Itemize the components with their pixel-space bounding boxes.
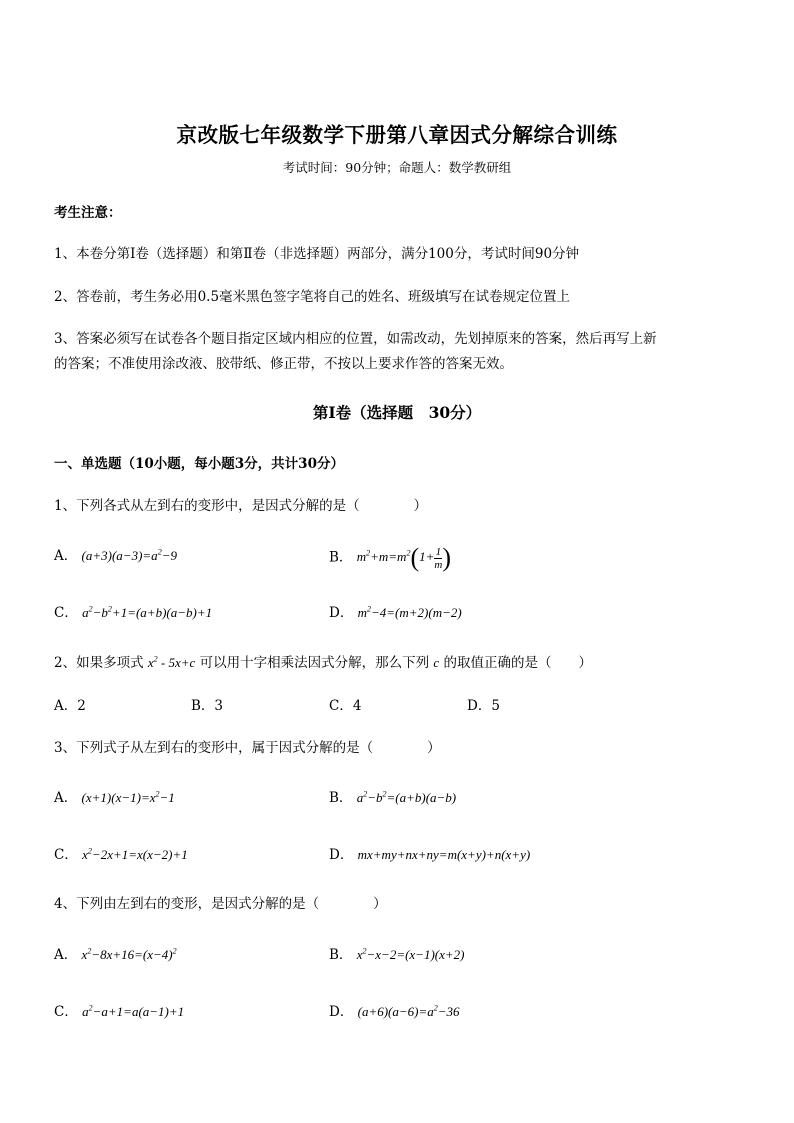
q4-option-b-formula: $x^2-x-2=(x-1)(x+2)$ bbox=[356, 946, 465, 962]
q3-option-c-formula: $x^2-2x+1=x(x-2)+1$ bbox=[82, 846, 188, 862]
part1-heading: 第Ⅰ卷（选择题 30分） bbox=[312, 403, 482, 422]
q1-option-b[interactable] bbox=[329, 536, 451, 576]
q2-stem-prefix: 2、如果多项式 bbox=[54, 655, 148, 671]
notice-item-3-continued: 的答案；不准使用涂改液、胶带纸、修正带，不按以上要求作答的答案无效。 bbox=[54, 356, 513, 372]
exam-title: 京改版七年级数学下册第八章因式分解综合训练 bbox=[176, 123, 618, 147]
q4-option-b[interactable] bbox=[329, 943, 465, 963]
q1-option-d-formula: $m^2-4=(m+2)(m-2)$ bbox=[357, 604, 462, 620]
q1-option-d[interactable] bbox=[329, 601, 462, 621]
q3-option-b[interactable] bbox=[329, 786, 456, 806]
q2-option-c[interactable]: C．4 bbox=[329, 698, 362, 714]
q4-option-b-label: B． bbox=[329, 947, 353, 963]
q3-option-a[interactable] bbox=[54, 786, 175, 806]
q1-option-b-formula: $m^2+m=m^2(1+$ $\frac{1}{m}$ ) bbox=[356, 543, 452, 573]
notice-item-1: 1、本卷分第Ⅰ卷（选择题）和第Ⅱ卷（非选择题）两部分，满分100分，考试时间90分钟 bbox=[54, 246, 580, 262]
question-1-stem: 1、下列各式从左到右的变形中，是因式分解的是（ ） bbox=[54, 498, 428, 514]
q3-option-b-label: B． bbox=[329, 790, 353, 806]
q4-option-a[interactable] bbox=[54, 943, 177, 963]
q1-option-c-formula: $a^2-b^2+1=(a+b)(a-b)+1$ bbox=[82, 604, 213, 620]
notice-item-2: 2、答卷前，考生务必用0.5毫米黑色签字笔将自己的姓名、班级填写在试卷规定位置上 bbox=[54, 289, 571, 305]
question-4-stem: 4、下列由左到右的变形，是因式分解的是（ ） bbox=[54, 896, 387, 912]
q2-stem-suffix: 的取值正确的是（ ） bbox=[439, 655, 592, 671]
q2-option-b[interactable]: B．3 bbox=[191, 698, 224, 714]
q3-option-b-formula: $a^2-b^2=(a+b)(a-b)$ bbox=[356, 789, 457, 805]
q3-option-a-label: A． bbox=[54, 790, 78, 806]
q1-option-a-formula: $(a+3)(a-3)=a^2-9$ bbox=[81, 547, 177, 563]
q2-option-d[interactable]: D．5 bbox=[467, 698, 500, 714]
q2-stem-var: c bbox=[433, 655, 440, 670]
q4-option-c[interactable] bbox=[54, 1000, 184, 1020]
q4-option-a-formula: $x^2-8x+16=(x-4)^2$ bbox=[81, 946, 177, 962]
question-2-stem bbox=[54, 651, 592, 671]
q1-option-c-label: C． bbox=[54, 605, 78, 621]
q2-option-a[interactable]: A．2 bbox=[54, 698, 86, 714]
q1-option-a[interactable] bbox=[54, 544, 177, 564]
q4-option-d-formula: $(a+6)(a-6)=a^2-36$ bbox=[357, 1003, 460, 1019]
q1-option-c[interactable] bbox=[54, 601, 212, 621]
q4-option-a-label: A． bbox=[54, 947, 78, 963]
exam-subtitle: 考试时间：90分钟；命题人：数学教研组 bbox=[282, 160, 512, 175]
q1-option-a-label: A． bbox=[54, 548, 78, 564]
q3-option-c-label: C． bbox=[54, 847, 78, 863]
q2-stem-mid: 可以用十字相乘法因式分解，那么下列 bbox=[195, 655, 434, 671]
q1-option-b-label: B． bbox=[329, 549, 353, 566]
q4-option-d-label: D． bbox=[329, 1004, 354, 1020]
notice-heading: 考生注意： bbox=[54, 205, 122, 221]
q3-option-d[interactable] bbox=[329, 843, 530, 863]
notice-item-3: 3、答案必须写在试卷各个题目指定区域内相应的位置，如需改动，先划掉原来的答案，然后再写上新 bbox=[54, 331, 657, 347]
q3-option-d-formula: mx+my+nx+ny=m(x+y)+n(x+y) bbox=[357, 847, 531, 862]
q3-option-c[interactable] bbox=[54, 843, 188, 863]
q3-option-a-formula: $(x+1)(x-1)=x^2-1$ bbox=[81, 789, 175, 805]
q1-option-d-label: D． bbox=[329, 605, 354, 621]
section-heading: 一、单选题（10小题，每小题3分，共计30分） bbox=[54, 456, 344, 472]
question-3-stem: 3、下列式子从左到右的变形中，属于因式分解的是（ ） bbox=[54, 740, 441, 756]
q4-option-d[interactable] bbox=[329, 1000, 460, 1020]
q3-option-d-label: D． bbox=[329, 847, 354, 863]
q2-stem-polynomial: $x^2 - 5x+c$ bbox=[147, 654, 196, 670]
q4-option-c-label: C． bbox=[54, 1004, 78, 1020]
q4-option-c-formula: $a^2-a+1=a(a-1)+1$ bbox=[82, 1003, 185, 1019]
